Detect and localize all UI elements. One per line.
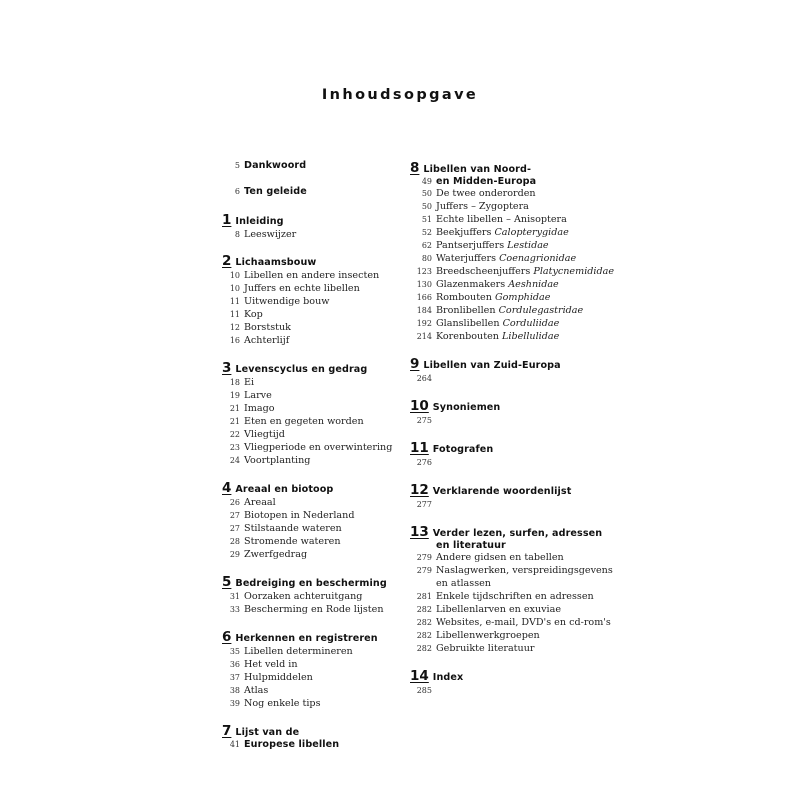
toc-entry[interactable] bbox=[410, 239, 620, 252]
chapter-title: Libellen van Noord- bbox=[423, 164, 532, 175]
toc-heading[interactable] bbox=[222, 723, 402, 739]
chapter-title-line2: Europese libellen bbox=[244, 739, 340, 750]
chapter-number: 3 bbox=[222, 360, 232, 376]
page-number: 29 bbox=[229, 550, 240, 559]
entry-title bbox=[436, 603, 561, 616]
toc-heading-line2[interactable] bbox=[410, 176, 620, 187]
page-number: 50 bbox=[421, 202, 432, 211]
page-number: 8 bbox=[234, 230, 240, 239]
entry-text: Enkele tijdschriften en adressen bbox=[436, 591, 594, 602]
toc-section-ch9 bbox=[410, 356, 620, 385]
page-number: 282 bbox=[416, 618, 432, 627]
toc-entry[interactable] bbox=[222, 509, 402, 522]
entry-title bbox=[244, 522, 342, 535]
entry-title bbox=[244, 321, 291, 334]
entry-text: Kop bbox=[244, 309, 263, 320]
page-number: 38 bbox=[229, 686, 240, 695]
page-number: 52 bbox=[421, 228, 432, 237]
entry-title bbox=[244, 454, 310, 467]
entry-title bbox=[244, 295, 329, 308]
page-number: 166 bbox=[416, 293, 432, 302]
page-number: 264 bbox=[416, 374, 432, 383]
toc-section-ch14 bbox=[410, 668, 620, 697]
entry-title bbox=[244, 308, 263, 321]
page-number: 281 bbox=[416, 592, 432, 601]
chapter-title: Dankwoord bbox=[244, 160, 307, 171]
entry-text: Vliegtijd bbox=[244, 429, 285, 440]
page-number: 24 bbox=[229, 456, 240, 465]
entry-text: en atlassen bbox=[436, 578, 491, 589]
entry-scientific-name: Corduliidae bbox=[502, 318, 560, 329]
toc-section-ch1 bbox=[222, 212, 402, 241]
entry-text: Ei bbox=[244, 377, 255, 388]
entry-text: Biotopen in Nederland bbox=[244, 510, 355, 521]
entry-title bbox=[244, 697, 321, 710]
entry-title bbox=[244, 269, 379, 282]
toc-heading[interactable] bbox=[410, 356, 620, 372]
toc-entry[interactable] bbox=[222, 496, 402, 509]
entry-title bbox=[244, 509, 354, 522]
page-number: 33 bbox=[229, 605, 240, 614]
toc-heading[interactable] bbox=[410, 482, 620, 498]
page-number: 49 bbox=[421, 177, 432, 186]
entry-scientific-name: Libellulidae bbox=[502, 331, 560, 342]
toc-entry[interactable] bbox=[410, 187, 620, 200]
entry-title bbox=[436, 187, 536, 200]
toc-entry[interactable] bbox=[410, 456, 620, 469]
entry-text: Korenbouten bbox=[436, 331, 502, 342]
chapter-number: 10 bbox=[410, 398, 429, 414]
page-number: 26 bbox=[229, 498, 240, 507]
entry-title bbox=[244, 496, 276, 509]
entry-title bbox=[244, 415, 364, 428]
entry-title bbox=[244, 376, 254, 389]
entry-text: Het veld in bbox=[244, 659, 298, 670]
toc-heading[interactable] bbox=[222, 160, 402, 171]
entry-text: Stilstaande wateren bbox=[244, 523, 342, 534]
toc-entry[interactable] bbox=[222, 308, 402, 321]
toc-entry[interactable] bbox=[410, 551, 620, 564]
page-number: 276 bbox=[416, 458, 432, 467]
page-number: 51 bbox=[421, 215, 432, 224]
entry-text: Stromende wateren bbox=[244, 536, 341, 547]
entry-title bbox=[436, 200, 529, 213]
toc-heading[interactable] bbox=[222, 480, 402, 496]
entry-text: Juffers en echte libellen bbox=[244, 283, 360, 294]
toc-entry[interactable] bbox=[410, 200, 620, 213]
toc-entry[interactable] bbox=[222, 295, 402, 308]
toc-entry[interactable] bbox=[222, 415, 402, 428]
toc-entry[interactable] bbox=[410, 213, 620, 226]
toc-entry[interactable] bbox=[222, 590, 402, 603]
toc-entry[interactable] bbox=[222, 535, 402, 548]
page-number: 21 bbox=[229, 417, 240, 426]
entry-title bbox=[436, 616, 611, 629]
toc-heading[interactable] bbox=[222, 574, 402, 590]
entry-title bbox=[244, 535, 341, 548]
toc-entry[interactable] bbox=[410, 616, 620, 629]
entry-text: Atlas bbox=[244, 685, 269, 696]
toc-entry[interactable] bbox=[222, 428, 402, 441]
page-number: 279 bbox=[416, 566, 432, 575]
page-number: 41 bbox=[229, 740, 240, 749]
entry-text: Gebruikte literatuur bbox=[436, 643, 535, 654]
entry-title bbox=[244, 658, 298, 671]
entry-title bbox=[244, 671, 313, 684]
entry-text: Oorzaken achteruitgang bbox=[244, 591, 363, 602]
toc-entry[interactable] bbox=[410, 629, 620, 642]
page-number: 16 bbox=[229, 336, 240, 345]
chapter-title: Areaal en biotoop bbox=[235, 484, 334, 495]
entry-title bbox=[244, 548, 307, 561]
entry-scientific-name: Calopterygidae bbox=[494, 227, 569, 238]
entry-text: Achterlijf bbox=[244, 335, 290, 346]
chapter-number: 6 bbox=[222, 629, 232, 645]
toc-entry[interactable] bbox=[222, 454, 402, 467]
entry-text: Areaal bbox=[244, 497, 276, 508]
entry-title bbox=[244, 389, 272, 402]
page-number: 36 bbox=[229, 660, 240, 669]
chapter-number: 8 bbox=[410, 160, 420, 176]
entry-title bbox=[436, 213, 567, 226]
entry-title bbox=[436, 330, 559, 343]
entry-text: Websites, e-mail, DVD's en cd-rom's bbox=[436, 617, 611, 628]
page-number: 18 bbox=[229, 378, 240, 387]
chapter-number: 13 bbox=[410, 524, 429, 540]
page-number: 11 bbox=[229, 310, 240, 319]
page-number: 27 bbox=[229, 511, 240, 520]
page-number: 282 bbox=[416, 605, 432, 614]
toc-heading[interactable] bbox=[222, 360, 402, 376]
entry-text: Libellen determineren bbox=[244, 646, 353, 657]
page-number: 10 bbox=[229, 284, 240, 293]
entry-text: Beekjuffers bbox=[436, 227, 495, 238]
toc-entry[interactable] bbox=[222, 389, 402, 402]
page-number: 282 bbox=[416, 631, 432, 640]
toc-heading[interactable] bbox=[222, 186, 402, 197]
chapter-title: Bedreiging en bescherming bbox=[235, 578, 387, 589]
toc-entry[interactable] bbox=[410, 252, 620, 265]
entry-text: Andere gidsen en tabellen bbox=[436, 552, 564, 563]
page-number: 192 bbox=[416, 319, 432, 328]
page-number: 282 bbox=[416, 644, 432, 653]
toc-heading[interactable] bbox=[410, 668, 620, 684]
page-number: 214 bbox=[416, 332, 432, 341]
toc-entry[interactable] bbox=[222, 671, 402, 684]
entry-title bbox=[244, 684, 268, 697]
chapter-number: 2 bbox=[222, 253, 232, 269]
page-number: 277 bbox=[416, 500, 432, 509]
toc-section-ch13 bbox=[410, 524, 620, 655]
toc-entry[interactable] bbox=[222, 228, 402, 241]
page-number: 130 bbox=[416, 280, 432, 289]
page-number: 31 bbox=[229, 592, 240, 601]
toc-section-ten-geleide bbox=[222, 186, 402, 197]
page-title: Inhoudsopgave bbox=[321, 87, 479, 103]
entry-title bbox=[244, 334, 289, 347]
toc-entry[interactable] bbox=[410, 564, 620, 577]
toc-entry[interactable] bbox=[410, 226, 620, 239]
toc-entry[interactable] bbox=[410, 498, 620, 511]
toc-entry[interactable] bbox=[410, 278, 620, 291]
toc-entry[interactable] bbox=[410, 304, 620, 317]
entry-title bbox=[436, 317, 559, 330]
page-number: 22 bbox=[229, 430, 240, 439]
chapter-title-line2: en Midden-Europa bbox=[436, 176, 537, 187]
toc-entry[interactable] bbox=[222, 282, 402, 295]
page-number: 11 bbox=[229, 297, 240, 306]
toc-section-ch2 bbox=[222, 253, 402, 347]
chapter-number: 1 bbox=[222, 212, 232, 228]
page-number: 12 bbox=[229, 323, 240, 332]
entry-text: Breedscheenjuffers bbox=[436, 266, 534, 277]
chapter-title: Inleiding bbox=[235, 216, 284, 227]
entry-text: Vliegperiode en overwintering bbox=[244, 442, 393, 453]
entry-text: Glanslibellen bbox=[436, 318, 503, 329]
toc-heading[interactable] bbox=[222, 253, 402, 269]
entry-title bbox=[436, 642, 535, 655]
entry-text: Glazenmakers bbox=[436, 279, 509, 290]
entry-title bbox=[244, 282, 360, 295]
entry-text: Larve bbox=[244, 390, 272, 401]
entry-text: Libellen en andere insecten bbox=[244, 270, 380, 281]
entry-title bbox=[244, 603, 384, 616]
toc-section-ch11 bbox=[410, 440, 620, 469]
toc-heading[interactable] bbox=[222, 212, 402, 228]
toc-heading[interactable] bbox=[410, 440, 620, 456]
chapter-title: Fotografen bbox=[432, 444, 494, 455]
toc-heading[interactable] bbox=[410, 398, 620, 414]
chapter-number: 7 bbox=[222, 723, 232, 739]
page-number: 10 bbox=[229, 271, 240, 280]
entry-text: Leeswijzer bbox=[244, 229, 297, 240]
toc-entry[interactable] bbox=[222, 334, 402, 347]
chapter-number: 12 bbox=[410, 482, 429, 498]
entry-text: Voortplanting bbox=[244, 455, 311, 466]
entry-title bbox=[436, 564, 613, 577]
page-number: 285 bbox=[416, 686, 432, 695]
toc-section-ch4 bbox=[222, 480, 402, 561]
entry-title bbox=[244, 590, 362, 603]
chapter-title: Index bbox=[432, 672, 464, 683]
entry-text: Juffers – Zygoptera bbox=[436, 201, 529, 212]
entry-text: Bronlibellen bbox=[436, 305, 499, 316]
toc-entry[interactable] bbox=[222, 441, 402, 454]
toc-entry[interactable] bbox=[222, 684, 402, 697]
entry-text: Pantserjuffers bbox=[436, 240, 508, 251]
entry-title bbox=[436, 226, 569, 239]
toc-heading-line2[interactable] bbox=[222, 739, 402, 750]
entry-title bbox=[436, 252, 576, 265]
toc-entry[interactable] bbox=[410, 590, 620, 603]
page-number: 19 bbox=[229, 391, 240, 400]
chapter-title: Lichaamsbouw bbox=[235, 257, 317, 268]
toc-entry[interactable] bbox=[222, 697, 402, 710]
chapter-number: 11 bbox=[410, 440, 429, 456]
entry-title bbox=[436, 239, 549, 252]
page-number: 21 bbox=[229, 404, 240, 413]
toc-entry[interactable] bbox=[410, 577, 620, 590]
entry-title bbox=[436, 291, 550, 304]
entry-text: Nog enkele tips bbox=[244, 698, 321, 709]
page-number: 80 bbox=[421, 254, 432, 263]
toc-section-ch7 bbox=[222, 723, 402, 750]
toc-entry[interactable] bbox=[222, 548, 402, 561]
page-number: 27 bbox=[229, 524, 240, 533]
toc-heading[interactable] bbox=[410, 160, 620, 176]
toc-section-ch3 bbox=[222, 360, 402, 467]
entry-scientific-name: Gomphidae bbox=[494, 292, 551, 303]
toc-entry[interactable] bbox=[410, 684, 620, 697]
toc-entry[interactable] bbox=[410, 317, 620, 330]
entry-text: Libellenlarven en exuviae bbox=[436, 604, 562, 615]
toc-entry[interactable] bbox=[222, 376, 402, 389]
entry-text: Bescherming en Rode lijsten bbox=[244, 604, 384, 615]
chapter-title-line2: en literatuur bbox=[436, 540, 506, 551]
toc-section-ch8 bbox=[410, 160, 620, 343]
toc-column-left bbox=[222, 160, 402, 750]
entry-text: Rombouten bbox=[436, 292, 495, 303]
entry-title bbox=[436, 304, 583, 317]
chapter-title: Synoniemen bbox=[432, 402, 501, 413]
entry-title bbox=[436, 590, 594, 603]
page-number: 279 bbox=[416, 553, 432, 562]
entry-title bbox=[436, 629, 540, 642]
entry-text: De twee onderorden bbox=[436, 188, 536, 199]
toc-section-ch6 bbox=[222, 629, 402, 710]
page-number: 62 bbox=[421, 241, 432, 250]
toc-entry[interactable] bbox=[222, 321, 402, 334]
chapter-title: Levenscyclus en gedrag bbox=[235, 364, 368, 375]
toc-section-dankwoord bbox=[222, 160, 402, 171]
page-number: 275 bbox=[416, 416, 432, 425]
entry-title bbox=[244, 228, 296, 241]
entry-text: Borststuk bbox=[244, 322, 291, 333]
toc-column-right bbox=[410, 160, 620, 697]
page-number: 184 bbox=[416, 306, 432, 315]
page-number: 123 bbox=[416, 267, 432, 276]
toc-heading-line2[interactable] bbox=[410, 540, 620, 551]
entry-scientific-name: Lestidae bbox=[507, 240, 549, 251]
entry-text: Imago bbox=[244, 403, 275, 414]
entry-title bbox=[436, 551, 564, 564]
chapter-number: 5 bbox=[222, 574, 232, 590]
toc-entry[interactable] bbox=[410, 291, 620, 304]
toc-entry[interactable] bbox=[222, 269, 402, 282]
chapter-title: Ten geleide bbox=[244, 186, 307, 197]
entry-text: Waterjuffers bbox=[436, 253, 500, 264]
toc-entry[interactable] bbox=[410, 372, 620, 385]
entry-text: Naslagwerken, verspreidingsgevens bbox=[436, 565, 613, 576]
chapter-number: 4 bbox=[222, 480, 232, 496]
entry-title bbox=[244, 441, 392, 454]
toc-entry[interactable] bbox=[410, 265, 620, 278]
chapter-number: 14 bbox=[410, 668, 429, 684]
chapter-title: Verder lezen, surfen, adressen bbox=[432, 528, 603, 539]
toc-entry[interactable] bbox=[222, 658, 402, 671]
toc-section-ch12 bbox=[410, 482, 620, 511]
entry-text: Hulpmiddelen bbox=[244, 672, 313, 683]
page-number: 39 bbox=[229, 699, 240, 708]
toc-entry[interactable] bbox=[222, 522, 402, 535]
toc-entry[interactable] bbox=[410, 642, 620, 655]
page-number: 50 bbox=[421, 189, 432, 198]
entry-scientific-name: Platycnemididae bbox=[533, 266, 615, 277]
entry-title bbox=[436, 265, 614, 278]
page-number: 6 bbox=[234, 187, 240, 196]
toc-entry[interactable] bbox=[222, 645, 402, 658]
entry-title bbox=[436, 577, 491, 590]
entry-title bbox=[244, 428, 285, 441]
entry-scientific-name: Cordulegastridae bbox=[498, 305, 584, 316]
entry-text: Libellenwerkgroepen bbox=[436, 630, 540, 641]
chapter-title: Libellen van Zuid-Europa bbox=[423, 360, 561, 371]
entry-text: Uitwendige bouw bbox=[244, 296, 330, 307]
toc-section-ch5 bbox=[222, 574, 402, 616]
page-number: 28 bbox=[229, 537, 240, 546]
toc-entry[interactable] bbox=[410, 414, 620, 427]
page-number: 35 bbox=[229, 647, 240, 656]
chapter-title: Herkennen en registreren bbox=[235, 633, 378, 644]
page-number: 37 bbox=[229, 673, 240, 682]
entry-text: Echte libellen – Anisoptera bbox=[436, 214, 567, 225]
entry-title bbox=[244, 402, 275, 415]
page-number: 5 bbox=[234, 161, 240, 170]
chapter-title: Verklarende woordenlijst bbox=[432, 486, 572, 497]
toc-entry[interactable] bbox=[222, 402, 402, 415]
toc-entry[interactable] bbox=[410, 330, 620, 343]
toc-entry[interactable] bbox=[410, 603, 620, 616]
page-number: 23 bbox=[229, 443, 240, 452]
entry-title bbox=[244, 645, 353, 658]
chapter-number: 9 bbox=[410, 356, 420, 372]
entry-scientific-name: Aeshnidae bbox=[508, 279, 559, 290]
entry-title bbox=[436, 278, 559, 291]
entry-text: Eten en gegeten worden bbox=[244, 416, 364, 427]
toc-entry[interactable] bbox=[222, 603, 402, 616]
toc-section-ch10 bbox=[410, 398, 620, 427]
chapter-title: Lijst van de bbox=[235, 727, 300, 738]
entry-scientific-name: Coenagrionidae bbox=[499, 253, 577, 264]
toc-heading[interactable] bbox=[410, 524, 620, 540]
entry-text: Zwerfgedrag bbox=[244, 549, 308, 560]
toc-heading[interactable] bbox=[222, 629, 402, 645]
